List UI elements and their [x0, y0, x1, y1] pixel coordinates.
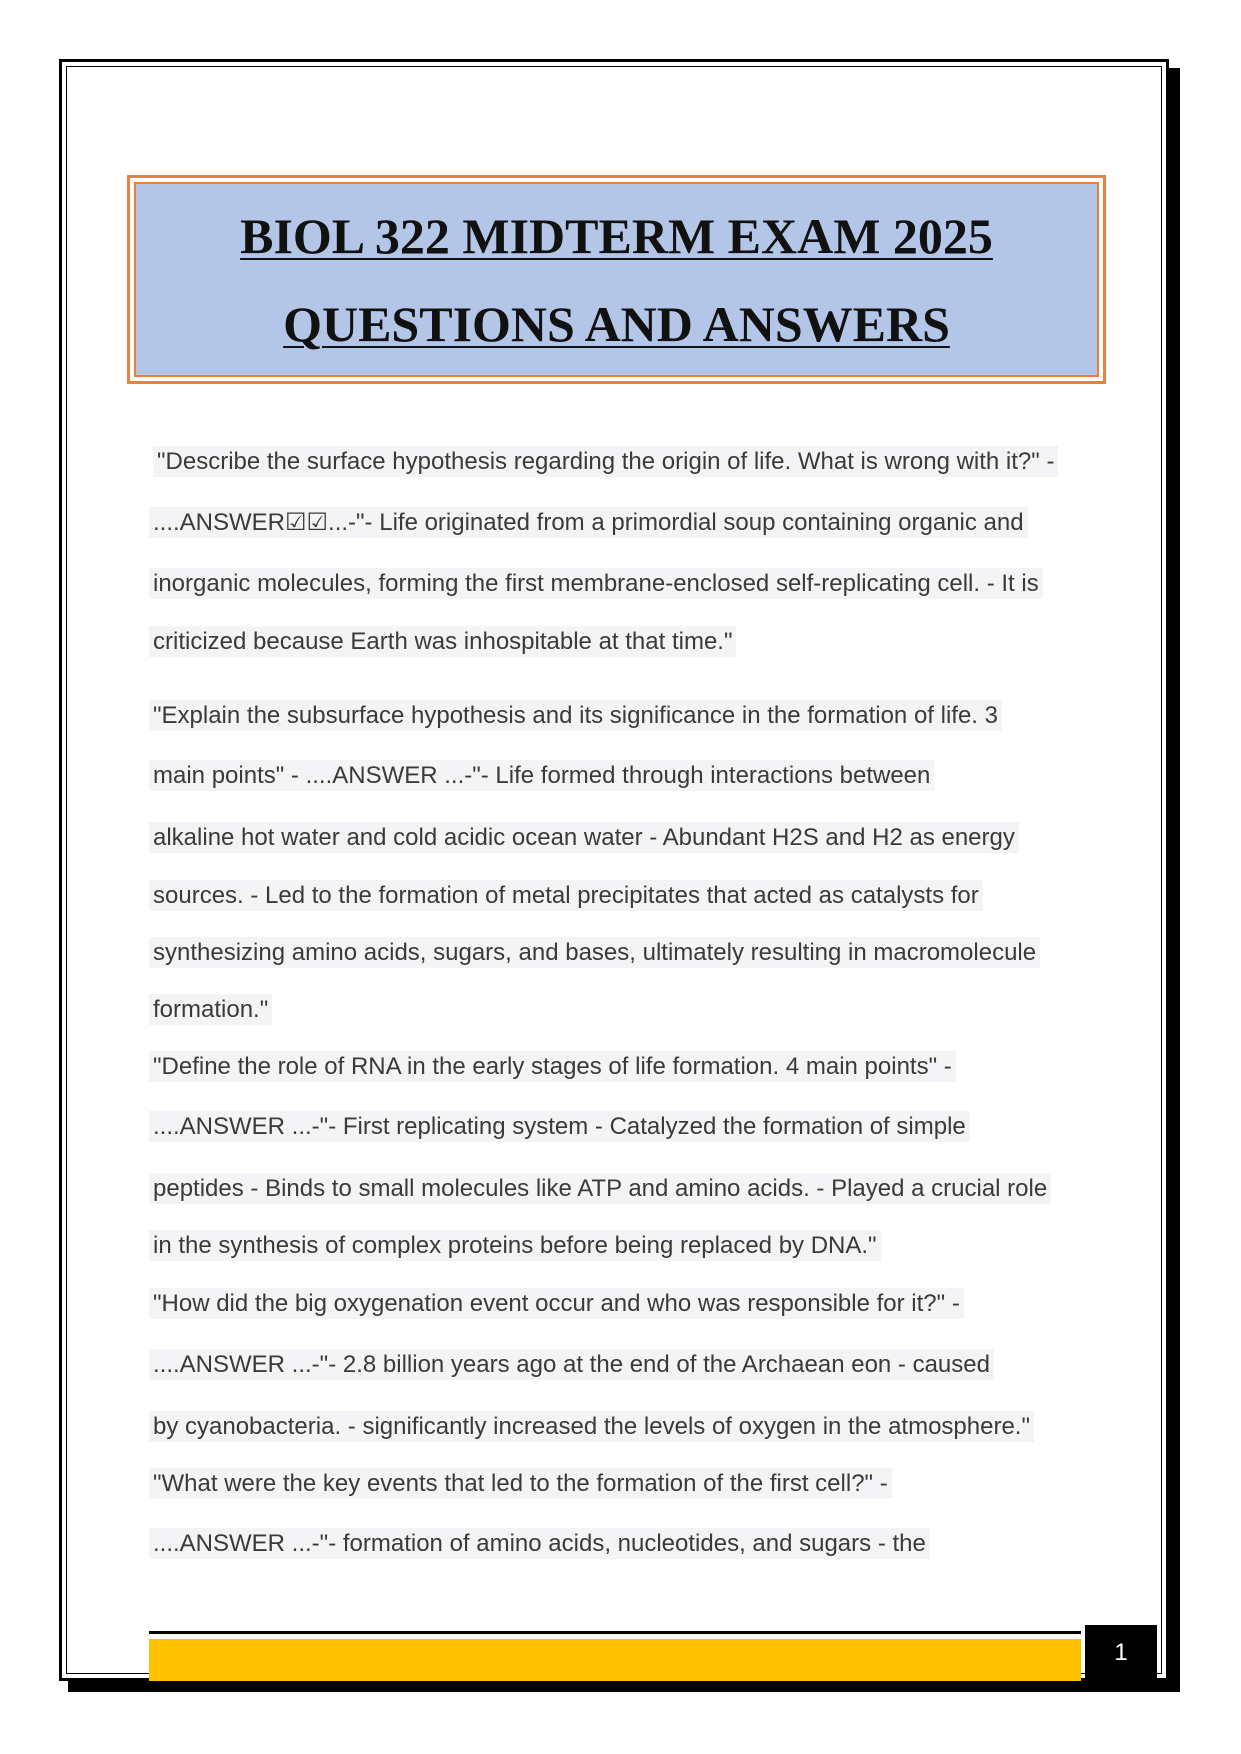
text-line: inorganic molecules, forming the first membrane-enclosed self-replicating cell. - It is — [149, 570, 1043, 598]
footer-bar — [149, 1639, 1081, 1681]
text-line: formation." — [149, 996, 272, 1024]
text-line: criticized because Earth was inhospitable at that time." — [149, 628, 736, 656]
title-line-2: QUESTIONS AND ANSWERS — [283, 295, 950, 352]
title-box — [127, 175, 1106, 384]
page-number: 1 — [1085, 1625, 1157, 1681]
title-line-1: BIOL 322 MIDTERM EXAM 2025 — [240, 207, 993, 264]
text-line: ....ANSWER ...-"- 2.8 billion years ago at the end of the Archaean eon - caused — [149, 1351, 994, 1379]
text-line: ....ANSWER ...-"- First replicating system - Catalyzed the formation of simple — [149, 1113, 970, 1141]
text-line: sources. - Led to the formation of metal precipitates that acted as catalysts for — [149, 882, 983, 910]
text-line: ....ANSWER ...-"- formation of amino acids, nucleotides, and sugars - the — [149, 1530, 930, 1558]
text-line: "What were the key events that led to the formation of the first cell?" - — [149, 1470, 892, 1498]
title-box-fill — [134, 182, 1099, 377]
text-line: "How did the big oxygenation event occur and who was responsible for it?" - — [149, 1290, 964, 1318]
footer-rule — [149, 1631, 1081, 1634]
text-line: peptides - Binds to small molecules like ATP and amino acids. - Played a crucial role — [149, 1175, 1051, 1203]
text-line: alkaline hot water and cold acidic ocean water - Abundant H2S and H2 as energy — [149, 824, 1019, 852]
text-line: "Define the role of RNA in the early stages of life formation. 4 main points" - — [149, 1053, 956, 1081]
text-line: "Explain the subsurface hypothesis and its significance in the formation of life. 3 — [149, 702, 1002, 730]
text-line: by cyanobacteria. - significantly increased the levels of oxygen in the atmosphere." — [149, 1413, 1034, 1441]
text-line: synthesizing amino acids, sugars, and bases, ultimately resulting in macromolecule — [149, 939, 1040, 967]
text-line: "Describe the surface hypothesis regarding the origin of life. What is wrong with it?" - — [153, 448, 1058, 476]
text-line: ....ANSWER☑☑...-"- Life originated from a primordial soup containing organic and — [149, 508, 1028, 537]
text-line: in the synthesis of complex proteins before being replaced by DNA." — [149, 1232, 881, 1260]
text-line: main points" - ....ANSWER ...-"- Life formed through interactions between — [149, 762, 934, 790]
